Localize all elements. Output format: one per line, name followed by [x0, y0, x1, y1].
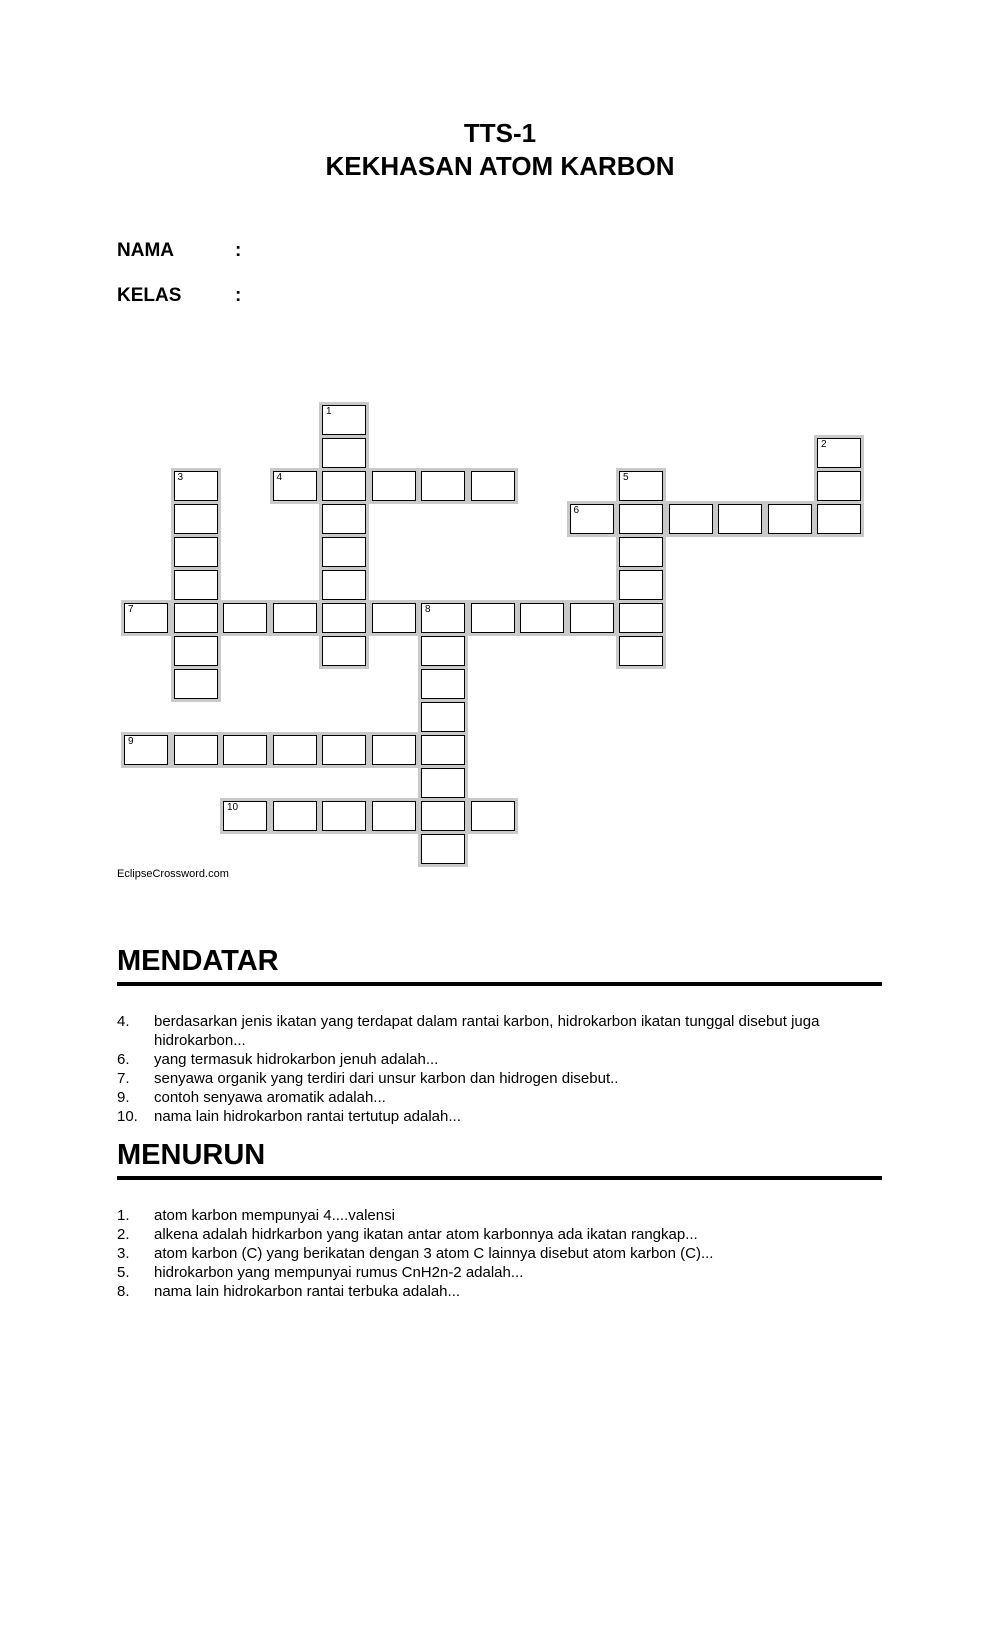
crossword-cell[interactable]	[817, 471, 861, 501]
crossword-cell[interactable]	[471, 471, 515, 501]
crossword-cell[interactable]	[174, 471, 218, 501]
clue-number: 9	[128, 736, 134, 747]
crossword-cell[interactable]	[174, 504, 218, 534]
clue-item-text: contoh senyawa aromatik adalah...	[154, 1089, 386, 1106]
clue-item-number: 5.	[117, 1264, 130, 1281]
crossword-cell[interactable]	[718, 504, 762, 534]
clue-item	[117, 1107, 887, 1126]
clue-item-number: 8.	[117, 1283, 130, 1300]
crossword-cell[interactable]	[421, 801, 465, 831]
clue-item	[117, 1263, 887, 1282]
credit-text: EclipseCrossword.com	[117, 868, 229, 880]
crossword-cell[interactable]	[174, 669, 218, 699]
crossword-cell[interactable]	[421, 471, 465, 501]
nama-label: NAMA	[117, 240, 174, 261]
mendatar-heading: MENDATAR	[117, 945, 882, 986]
clue-number: 5	[623, 472, 629, 483]
menurun-clue-list	[117, 1206, 887, 1301]
crossword-cell[interactable]	[174, 636, 218, 666]
clue-item	[117, 1050, 887, 1069]
crossword-cell[interactable]	[817, 438, 861, 468]
clue-item-text: atom karbon mempunyai 4....valensi	[154, 1207, 395, 1224]
clue-item	[117, 1206, 887, 1225]
crossword-cell[interactable]	[669, 504, 713, 534]
crossword-cell[interactable]	[570, 504, 614, 534]
crossword-cell[interactable]	[570, 603, 614, 633]
crossword-cell[interactable]	[174, 570, 218, 600]
clue-item-number: 3.	[117, 1245, 130, 1262]
clue-item-text: senyawa organik yang terdiri dari unsur karbon dan hidrogen disebut..	[154, 1070, 619, 1087]
crossword-cell[interactable]	[322, 438, 366, 468]
crossword-cell[interactable]	[520, 603, 564, 633]
clue-number: 4	[276, 472, 283, 483]
crossword-cell[interactable]	[619, 537, 663, 567]
clue-item-number: 7.	[117, 1070, 130, 1087]
clue-item	[117, 1088, 887, 1107]
clue-number: 3	[177, 472, 184, 483]
mendatar-clue-list	[117, 1012, 887, 1126]
crossword-cell[interactable]	[223, 603, 267, 633]
clue-item-text: nama lain hidrokarbon rantai terbuka adalah...	[154, 1283, 461, 1300]
crossword-cell[interactable]	[174, 603, 218, 633]
crossword-cell[interactable]	[174, 537, 218, 567]
crossword-cell[interactable]	[817, 504, 861, 534]
kelas-label: KELAS	[117, 285, 182, 306]
crossword-cell[interactable]	[322, 537, 366, 567]
crossword-cell[interactable]	[322, 471, 366, 501]
clue-item-number: 2.	[117, 1226, 130, 1243]
crossword-cell[interactable]	[273, 603, 317, 633]
crossword-cell[interactable]	[223, 801, 267, 831]
clue-item-text: berdasarkan jenis ikatan yang terdapat dalam rantai karbon, hidrokarbon ikatan tunggal disebut juga hidrokarbon...	[154, 1013, 820, 1049]
nama-colon: :	[235, 240, 242, 261]
crossword-cell[interactable]	[372, 801, 416, 831]
crossword-cell[interactable]	[768, 504, 812, 534]
crossword-cell[interactable]	[372, 603, 416, 633]
clue-item-number: 6.	[117, 1051, 130, 1068]
clue-number: 10	[227, 802, 239, 813]
crossword-cell[interactable]	[619, 471, 663, 501]
crossword-cell[interactable]	[322, 801, 366, 831]
clue-item-number: 1.	[117, 1207, 130, 1224]
menurun-heading: MENURUN	[117, 1139, 882, 1180]
crossword-cell[interactable]	[223, 735, 267, 765]
crossword-cell[interactable]	[322, 735, 366, 765]
title-line-1: TTS-1	[463, 118, 537, 148]
crossword-cell[interactable]	[421, 669, 465, 699]
crossword-cell[interactable]	[471, 603, 515, 633]
crossword-cell[interactable]	[124, 603, 168, 633]
clue-item	[117, 1282, 887, 1301]
crossword-cell[interactable]	[619, 504, 663, 534]
crossword-cell[interactable]	[421, 603, 465, 633]
clue-item	[117, 1225, 887, 1244]
clue-item-text: alkena adalah hidrkarbon yang ikatan antar atom karbonnya ada ikatan rangkap...	[154, 1226, 698, 1243]
clue-item-text: hidrokarbon yang mempunyai rumus CnH2n-2 adalah...	[154, 1264, 524, 1281]
crossword-cell[interactable]	[174, 735, 218, 765]
clue-item-number: 4.	[117, 1013, 130, 1030]
clue-item	[117, 1244, 887, 1263]
crossword-cell[interactable]	[421, 636, 465, 666]
clue-item-text: nama lain hidrokarbon rantai tertutup adalah...	[154, 1108, 461, 1125]
crossword-cell[interactable]	[421, 735, 465, 765]
title-line-2: KEKHASAN ATOM KARBON	[325, 151, 675, 181]
crossword-cell[interactable]	[322, 405, 366, 435]
kelas-colon: :	[235, 285, 242, 306]
crossword-cell[interactable]	[273, 471, 317, 501]
clue-item	[117, 1012, 887, 1050]
crossword-cell[interactable]	[273, 735, 317, 765]
crossword-cell[interactable]	[322, 504, 366, 534]
clue-item-text: atom karbon (C) yang berikatan dengan 3 atom C lainnya disebut atom karbon (C)...	[154, 1245, 714, 1262]
crossword-cell[interactable]	[421, 702, 465, 732]
crossword-cell[interactable]	[124, 735, 168, 765]
clue-number: 2	[821, 439, 827, 450]
crossword-cell[interactable]	[619, 636, 663, 666]
crossword-cell[interactable]	[322, 570, 366, 600]
crossword-cell[interactable]	[322, 636, 366, 666]
clue-number: 6	[573, 505, 580, 516]
clue-item-number: 9.	[117, 1089, 130, 1106]
crossword-cell[interactable]	[619, 603, 663, 633]
crossword-cell[interactable]	[619, 570, 663, 600]
clue-item	[117, 1069, 887, 1088]
clue-number: 7	[128, 604, 134, 615]
clue-item-number: 10.	[117, 1108, 138, 1125]
crossword-cell[interactable]	[273, 801, 317, 831]
crossword-cell[interactable]	[372, 471, 416, 501]
crossword-cell[interactable]	[421, 768, 465, 798]
crossword-cell[interactable]	[322, 603, 366, 633]
clue-item-text: yang termasuk hidrokarbon jenuh adalah...	[154, 1051, 439, 1068]
clue-number: 8	[425, 604, 431, 615]
clue-number: 1	[326, 406, 332, 417]
crossword-cell[interactable]	[421, 834, 465, 864]
crossword-cell[interactable]	[372, 735, 416, 765]
crossword-cell[interactable]	[471, 801, 515, 831]
